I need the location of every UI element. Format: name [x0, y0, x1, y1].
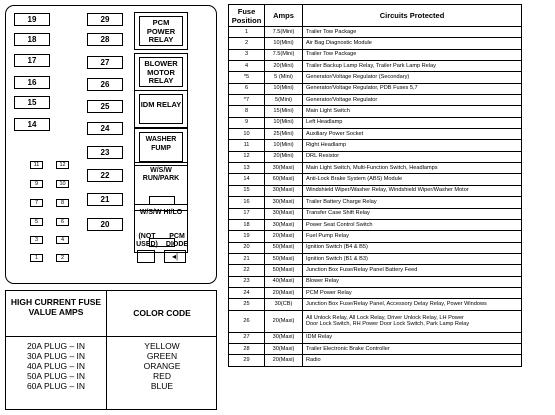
fuse-amps: 30(CB) — [265, 299, 303, 310]
fuse-amps: 30(Maxi) — [265, 197, 303, 208]
fuse-position: 15 — [229, 185, 265, 196]
fuse-14: 14 — [14, 118, 50, 131]
color-code-amps: 40A PLUG – IN — [26, 361, 86, 371]
fuse-position: 10 — [229, 129, 265, 140]
fuse-position: 29 — [229, 355, 265, 366]
fuse-position: 26 — [229, 310, 265, 332]
color-code-color: RED — [153, 371, 171, 381]
header-amps: Amps — [265, 5, 303, 27]
fuse-circuit: Main Light Switch — [303, 106, 522, 117]
color-code-amps: 30A PLUG – IN — [26, 351, 86, 361]
fuse-circuit: Ignition Switch (B1 & B3) — [303, 253, 522, 264]
table-row — [229, 197, 522, 208]
fuse-29: 29 — [87, 13, 123, 26]
table-row — [229, 299, 522, 310]
fuse-circuit: Air Bag Diagnostic Module — [303, 38, 522, 49]
fuse-21: 21 — [87, 193, 123, 206]
table-row — [229, 151, 522, 162]
fuse-amps: 5 (Mini) — [265, 72, 303, 83]
fuse-position: 8 — [229, 106, 265, 117]
fuse-10: 10 — [56, 180, 69, 188]
fuse-circuit: Auxiliary Power Socket — [303, 129, 522, 140]
fuse-circuit: Right Headlamp — [303, 140, 522, 151]
fuse-amps: 10(Mini) — [265, 38, 303, 49]
table-row — [229, 83, 522, 94]
fuse-circuit — [303, 310, 522, 332]
fuse-circuit: Blower Relay — [303, 276, 522, 287]
fuse-circuit: Generator/Voltage Regulator, PDB Fuses 5,7 — [303, 83, 522, 94]
header-circuits: Circuits Protected — [303, 5, 522, 27]
fuse-circuit: DRL Resistor — [303, 151, 522, 162]
table-row — [229, 287, 522, 298]
fuse-28: 28 — [87, 33, 123, 46]
fuse-19: 19 — [14, 13, 50, 26]
color-code-header-amps: HIGH CURRENT FUSE VALUE AMPS — [10, 297, 102, 317]
fuse-circuit-line: All Unlock Relay, All Lock Relay, Driver Unlock Relay, LH Power — [306, 314, 464, 321]
fuse-table — [228, 4, 522, 367]
fuse-circuit: Windshield Wiper/Washer Relay, Windshield Wiper/Washer Motor — [303, 185, 522, 196]
fuse-7: 7 — [30, 199, 43, 207]
table-row — [229, 163, 522, 174]
pcm-power-relay-label: PCM POWER RELAY — [139, 16, 183, 46]
fuse-circuit: Ignition Switch (B4 & B5) — [303, 242, 522, 253]
fuse-circuit: Anti-Lock Brake System (ABS) Module — [303, 174, 522, 185]
color-code-table — [5, 290, 217, 410]
table-row — [229, 276, 522, 287]
pcm-diode — [164, 250, 186, 263]
table-row — [229, 332, 522, 343]
fuse-circuit: Main Light Switch, Multi-Function Switch, Headlamps — [303, 163, 522, 174]
fuse-position: 11 — [229, 140, 265, 151]
fuse-27: 27 — [87, 56, 123, 69]
fuse-circuit: Trailer Tow Package — [303, 49, 522, 60]
fuse-2: 2 — [56, 254, 69, 262]
table-row — [229, 174, 522, 185]
fuse-position: 25 — [229, 299, 265, 310]
fuse-11: 11 — [30, 161, 43, 169]
fuse-amps: 20(Maxi) — [265, 231, 303, 242]
table-row — [229, 231, 522, 242]
idm-relay — [134, 90, 188, 128]
table-row — [229, 140, 522, 151]
blower-motor-relay — [134, 53, 188, 91]
color-code-color: YELLOW — [144, 341, 180, 351]
fuse-position: 4 — [229, 61, 265, 72]
fuse-position: 1 — [229, 27, 265, 38]
fuse-position: 16 — [229, 197, 265, 208]
fuse-18: 18 — [14, 33, 50, 46]
table-row — [229, 265, 522, 276]
fuse-table-header — [229, 5, 522, 27]
fuse-amps: 30(Maxi) — [265, 208, 303, 219]
table-row — [229, 185, 522, 196]
fuse-position: 20 — [229, 242, 265, 253]
fuse-circuit: Generator/Voltage Regulator (Secondary) — [303, 72, 522, 83]
fuse-circuit: Fuel Pump Relay — [303, 231, 522, 242]
fuse-position: 12 — [229, 151, 265, 162]
fuse-amps: 10(Mini) — [265, 140, 303, 151]
fuse-8: 8 — [56, 199, 69, 207]
fuse-26: 26 — [87, 78, 123, 91]
wsw-hi-lo-label: W/S/W HI/LO — [139, 209, 183, 216]
fuse-position: 21 — [229, 253, 265, 264]
fuse-amps: 5(Mini) — [265, 95, 303, 106]
table-row — [229, 355, 522, 366]
header-fuse-position: Fuse Position — [229, 5, 265, 27]
fuse-amps: 50(Maxi) — [265, 265, 303, 276]
fuse-amps: 15(Mini) — [265, 106, 303, 117]
fuse-9: 9 — [30, 180, 43, 188]
fuse-4: 4 — [56, 236, 69, 244]
color-code-color: ORANGE — [143, 361, 181, 371]
fuse-circuit: Transfer Case Shift Relay — [303, 208, 522, 219]
table-row — [229, 27, 522, 38]
table-row — [229, 208, 522, 219]
wsw-run-park-label: W/S/W RUN/PARK — [142, 167, 180, 182]
table-row — [229, 61, 522, 72]
blower-motor-relay-label: BLOWER MOTOR RELAY — [139, 57, 183, 87]
fuse-6: 6 — [56, 218, 69, 226]
pcm-diode-label: PCM DIODE — [165, 233, 189, 248]
fuse-3: 3 — [30, 236, 43, 244]
fuse-amps: 40(Maxi) — [265, 276, 303, 287]
fuse-22: 22 — [87, 169, 123, 182]
fuse-position: 6 — [229, 83, 265, 94]
pcm-power-relay — [134, 12, 188, 50]
fuse-amps: 30(Maxi) — [265, 343, 303, 354]
fuse-panel — [5, 5, 217, 284]
table-row — [229, 106, 522, 117]
fuse-circuit: IDM Relay — [303, 332, 522, 343]
fuse-amps: 30(Maxi) — [265, 185, 303, 196]
fuse-16: 16 — [14, 76, 50, 89]
fuse-circuit: Radio — [303, 355, 522, 366]
fuse-amps: 7.5(Mini) — [265, 27, 303, 38]
color-code-amps: 20A PLUG – IN — [26, 341, 86, 351]
table-row — [229, 219, 522, 230]
fuse-20: 20 — [87, 218, 123, 231]
fuse-circuit: PCM Power Relay — [303, 287, 522, 298]
fuse-amps: 60(Maxi) — [265, 174, 303, 185]
fuse-1: 1 — [30, 254, 43, 262]
fuse-position: 3 — [229, 49, 265, 60]
not-used-label: (NOT USED) — [136, 233, 158, 248]
table-row — [229, 95, 522, 106]
fuse-amps: 20(Maxi) — [265, 355, 303, 366]
fuse-amps: 25(Mini) — [265, 129, 303, 140]
color-code-color: BLUE — [150, 381, 174, 391]
fuse-amps: 20(Mini) — [265, 151, 303, 162]
fuse-position: *7 — [229, 95, 265, 106]
fuse-position: 2 — [229, 38, 265, 49]
fuse-amps: 20(Mini) — [265, 61, 303, 72]
fuse-position: 19 — [229, 231, 265, 242]
fuse-position: 13 — [229, 163, 265, 174]
fuse-17: 17 — [14, 54, 50, 67]
fuse-amps: 30(Maxi) — [265, 219, 303, 230]
fuse-24: 24 — [87, 122, 123, 135]
fuse-circuit: Trailer Electronic Brake Controller — [303, 343, 522, 354]
table-row — [229, 310, 522, 332]
fuse-position: 17 — [229, 208, 265, 219]
color-code-amps: 50A PLUG – IN — [26, 371, 86, 381]
washer-pump-label: WASHER FUMP — [139, 132, 183, 162]
fuse-amps: 10(Mini) — [265, 117, 303, 128]
not-used-slot — [137, 250, 155, 263]
fuse-circuit: Trailer Tow Package — [303, 27, 522, 38]
idm-relay-label: IDM RELAY — [139, 94, 183, 124]
color-code-row — [6, 381, 218, 391]
washer-pump-relay — [134, 128, 188, 166]
fuse-circuit: Trailer Backup Lamp Relay, Trailer Park Lamp Relay — [303, 61, 522, 72]
fuse-amps: 20(Maxi) — [265, 287, 303, 298]
fuse-position: 23 — [229, 276, 265, 287]
table-row — [229, 72, 522, 83]
fuse-5: 5 — [30, 218, 43, 226]
fuse-position: 9 — [229, 117, 265, 128]
color-code-row — [6, 351, 218, 361]
fuse-amps: 10(Mini) — [265, 83, 303, 94]
table-row — [229, 38, 522, 49]
fuse-position: *5 — [229, 72, 265, 83]
fuse-amps: 30(Maxi) — [265, 332, 303, 343]
fuse-position: 18 — [229, 219, 265, 230]
color-code-header-color: COLOR CODE — [133, 308, 191, 318]
fuse-circuit: Power Seat Control Switch — [303, 219, 522, 230]
color-code-header-divider — [6, 336, 216, 337]
diode-symbol-icon: ◂| — [171, 252, 179, 261]
color-code-row — [6, 341, 218, 351]
fuse-circuit: Trailer Battery Charge Relay — [303, 197, 522, 208]
fuse-amps: 20(Maxi) — [265, 310, 303, 332]
fuse-circuit: Left Headlamp — [303, 117, 522, 128]
fuse-position: 24 — [229, 287, 265, 298]
fuse-amps: 7.5(Mini) — [265, 49, 303, 60]
table-row — [229, 129, 522, 140]
fuse-position: 27 — [229, 332, 265, 343]
fuse-circuit-line: Door Lock Switch, RH Power Door Lock Switch, Park Lamp Relay — [306, 321, 470, 328]
fuse-25: 25 — [87, 100, 123, 113]
table-row — [229, 117, 522, 128]
fuse-table-body — [229, 27, 522, 367]
fuse-amps: 50(Maxi) — [265, 242, 303, 253]
color-code-amps: 60A PLUG – IN — [26, 381, 86, 391]
table-row — [229, 343, 522, 354]
fuse-amps: 50(Maxi) — [265, 253, 303, 264]
fuse-12: 12 — [56, 161, 69, 169]
fuse-circuit: Junction Box Fuse/Relay Panel Battery Feed — [303, 265, 522, 276]
fuse-position: 14 — [229, 174, 265, 185]
fuse-15: 15 — [14, 96, 50, 109]
fuse-position: 28 — [229, 343, 265, 354]
table-row — [229, 49, 522, 60]
fuse-circuit: Generator/Voltage Regulator — [303, 95, 522, 106]
fuse-amps: 30(Maxi) — [265, 163, 303, 174]
fuse-circuit: Junction Box Fuse/Relay Panel, Accessory Delay Relay, Power Windows — [303, 299, 522, 310]
fuse-23: 23 — [87, 146, 123, 159]
color-code-color: GREEN — [146, 351, 178, 361]
color-code-row — [6, 361, 218, 371]
fuse-position: 22 — [229, 265, 265, 276]
table-row — [229, 253, 522, 264]
color-code-row — [6, 371, 218, 381]
table-row — [229, 242, 522, 253]
